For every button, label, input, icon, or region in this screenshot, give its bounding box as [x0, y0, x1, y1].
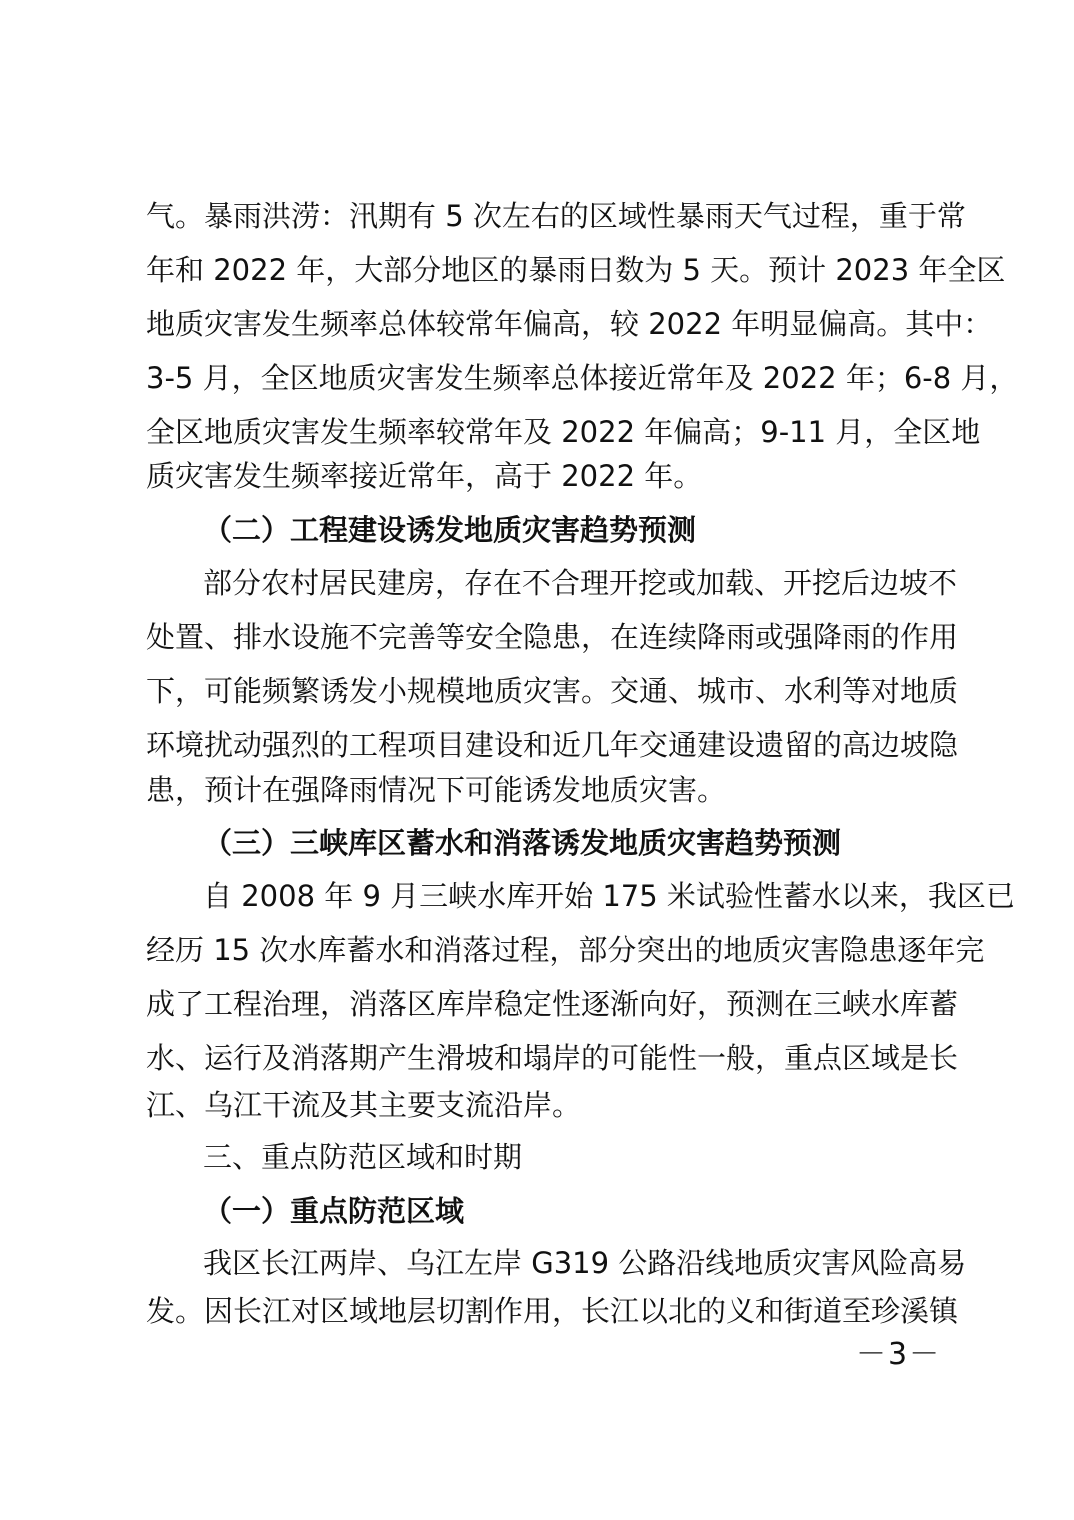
paragraph-line: 全区地质灾害发生频率较常年及 2022 年偏高；9-11 月，全区地: [146, 415, 981, 449]
paragraph-line: 江、乌江干流及其主要支流沿岸。: [146, 1088, 582, 1122]
subsection-heading: （二）工程建设诱发地质灾害趋势预测: [203, 513, 697, 547]
paragraph-line: 气。暴雨洪涝：汛期有 5 次左右的区域性暴雨天气过程，重于常: [146, 199, 966, 233]
paragraph-line: 经历 15 次水库蓄水和消落过程，部分突出的地质灾害隐患逐年完: [146, 933, 985, 967]
paragraph-line: 部分农村居民建房，存在不合理开挖或加载、开挖后边坡不: [203, 566, 958, 600]
subsection-heading: （三）三峡库区蓄水和消落诱发地质灾害趋势预测: [203, 826, 842, 860]
paragraph-line: 患，预计在强降雨情况下可能诱发地质灾害。: [146, 773, 727, 807]
paragraph-line: 我区长江两岸、乌江左岸 G319 公路沿线地质灾害风险高易: [203, 1246, 967, 1280]
paragraph-line: 水、运行及消落期产生滑坡和塌岸的可能性一般，重点区域是长: [146, 1041, 959, 1075]
section-heading: 三、重点防范区域和时期: [203, 1140, 523, 1174]
paragraph-line: 环境扰动强烈的工程项目建设和近几年交通建设遗留的高边坡隐: [146, 728, 959, 762]
paragraph-line: 成了工程治理，消落区库岸稳定性逐渐向好，预测在三峡水库蓄: [146, 987, 959, 1021]
paragraph-line: 发。因长江对区域地层切割作用，长江以北的义和街道至珍溪镇: [146, 1294, 959, 1328]
page-number: －3－: [856, 1337, 942, 1372]
paragraph-line: 3-5 月，全区地质灾害发生频率总体接近常年及 2022 年；6-8 月，: [146, 361, 1019, 395]
paragraph-line: 下，可能频繁诱发小规模地质灾害。交通、城市、水利等对地质: [146, 674, 959, 708]
paragraph-line: 质灾害发生频率接近常年，高于 2022 年。: [146, 459, 703, 493]
paragraph-line: 自 2008 年 9 月三峡水库开始 175 米试验性蓄水以来，我区已: [203, 879, 1015, 913]
paragraph-line: 地质灾害发生频率总体较常年偏高，较 2022 年明显偏高。其中：: [146, 307, 993, 341]
subsection-heading: （一）重点防范区域: [203, 1194, 465, 1228]
paragraph-line: 处置、排水设施不完善等安全隐患，在连续降雨或强降雨的作用: [146, 620, 959, 654]
paragraph-line: 年和 2022 年，大部分地区的暴雨日数为 5 天。预计 2023 年全区: [146, 253, 1006, 287]
